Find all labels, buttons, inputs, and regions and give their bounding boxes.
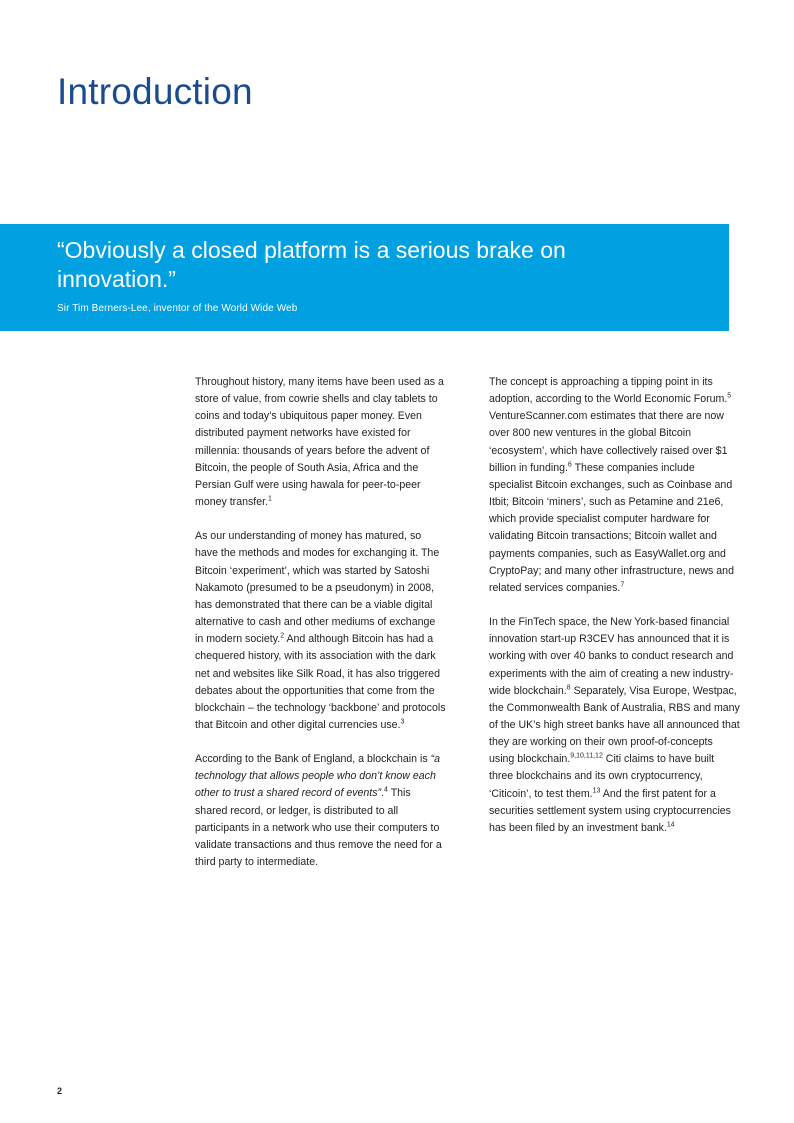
footnote-marker: 13 (592, 787, 601, 795)
paragraph-text-part-b: VentureScanner.com estimates that there are now over 800 new ventures in the global Bitcoin ‘ecosystem’, which have collectively raised over $1 billion in funding. (489, 410, 728, 474)
paragraph-text-part-a: As our understanding of money has matured, so have the methods and modes for exchanging it. The Bitcoin ‘experiment’, which was started by Satoshi Nakamoto (presumed to be a pseudonym) in 2008, has demonstrated that there can be a viable digital alternative to cash and other mediums of exchange in modern society. (195, 530, 440, 646)
paragraph-text-part-b: And although Bitcoin has had a chequered history, with its association with the dark net and websites like Silk Road, it has also triggered debates about the opportunities that come from the blockchain – the technology ‘backbone’ and protocols that Bitcoin and other digital currencies use. (195, 633, 446, 731)
paragraph-text: Throughout history, many items have been used as a store of value, from cowrie shells and clay tablets to coins and today’s ubiquitous paper money. Even distributed payment networks have existed for millennia: thousands of years before the advent of Bitcoin, the people of South Asia, Africa and the Persian Gulf were using hawala for peer-to-peer money transfer. (195, 376, 444, 509)
paragraph (489, 614, 740, 837)
page-title: Introduction (57, 70, 253, 112)
paragraph-text-part-b: . (381, 787, 385, 800)
body-column-right (489, 374, 740, 871)
paragraph-text-part-d: And the first patent for a securities settlement system using cryptocurrencies has been filed by an investment bank. (489, 787, 731, 834)
footnote-marker: 14 (666, 821, 675, 829)
paragraph-text-part-b: Separately, Visa Europe, Westpac, the Commonwealth Bank of Australia, RBS and many of the UK’s high street banks have all announced that they are working on their own proof-of-concepts using blockchain. (489, 684, 740, 766)
footnote-marker: 6 (567, 461, 572, 469)
paragraph (195, 751, 446, 871)
paragraph-text-part-a: The concept is approaching a tipping point in its adoption, according to the World Economic Forum. (489, 376, 728, 406)
footnote-marker: 4 (384, 786, 388, 794)
body-column-left (195, 374, 446, 871)
paragraph-text-part-c: This shared record, or ledger, is distributed to all participants in a network who use their computers to validate transactions and thus remove the need for a third party to intermediate. (195, 787, 442, 869)
footnote-marker: 7 (620, 581, 625, 589)
paragraph-text-part-a: According to the Bank of England, a blockchain is (195, 753, 431, 766)
body-columns (195, 374, 740, 871)
paragraph (195, 374, 446, 511)
pull-quote-attribution: Sir Tim Berners-Lee, inventor of the World Wide Web (57, 303, 298, 314)
paragraph-text-part-a: In the FinTech space, the New York-based financial innovation start-up R3CEV has announced that it is working with over 40 banks to conduct research and experiments with the aim of creating a new industry-wide blockchain. (489, 616, 734, 697)
paragraph-text-part-c: These companies include specialist Bitcoin exchanges, such as Coinbase and Itbit; Bitcoin ‘miners’, such as Petamine and 21e6, which provide specialist computer hardware for validating Bitcoin transactions; Bitcoin wallet and payments companies, such as EasyWallet.org and CryptoPay; and many other infrastructure, news and related services companies. (489, 461, 734, 594)
pull-quote-band (0, 224, 729, 331)
page-number: 2 (57, 1086, 63, 1096)
pull-quote-text: “Obviously a closed platform is a serious brake on innovation.” (57, 237, 566, 292)
footnote-marker: 5 (727, 392, 732, 400)
footnote-marker: 2 (280, 632, 285, 640)
footnote-marker: 8 (566, 684, 571, 692)
paragraph (195, 528, 446, 734)
paragraph (489, 374, 740, 597)
footnote-marker: 1 (268, 495, 272, 503)
footnote-marker: 3 (400, 718, 405, 726)
paragraph-text-part-c: Citi claims to have built three blockchains and its own cryptocurrency, ‘Citicoin’, to test them. (489, 753, 715, 800)
paragraph-quoted-definition: “a technology that allows people who don’t know each other to trust a shared record of events” (195, 753, 440, 800)
footnote-marker: 9,10,11,12 (570, 752, 603, 760)
